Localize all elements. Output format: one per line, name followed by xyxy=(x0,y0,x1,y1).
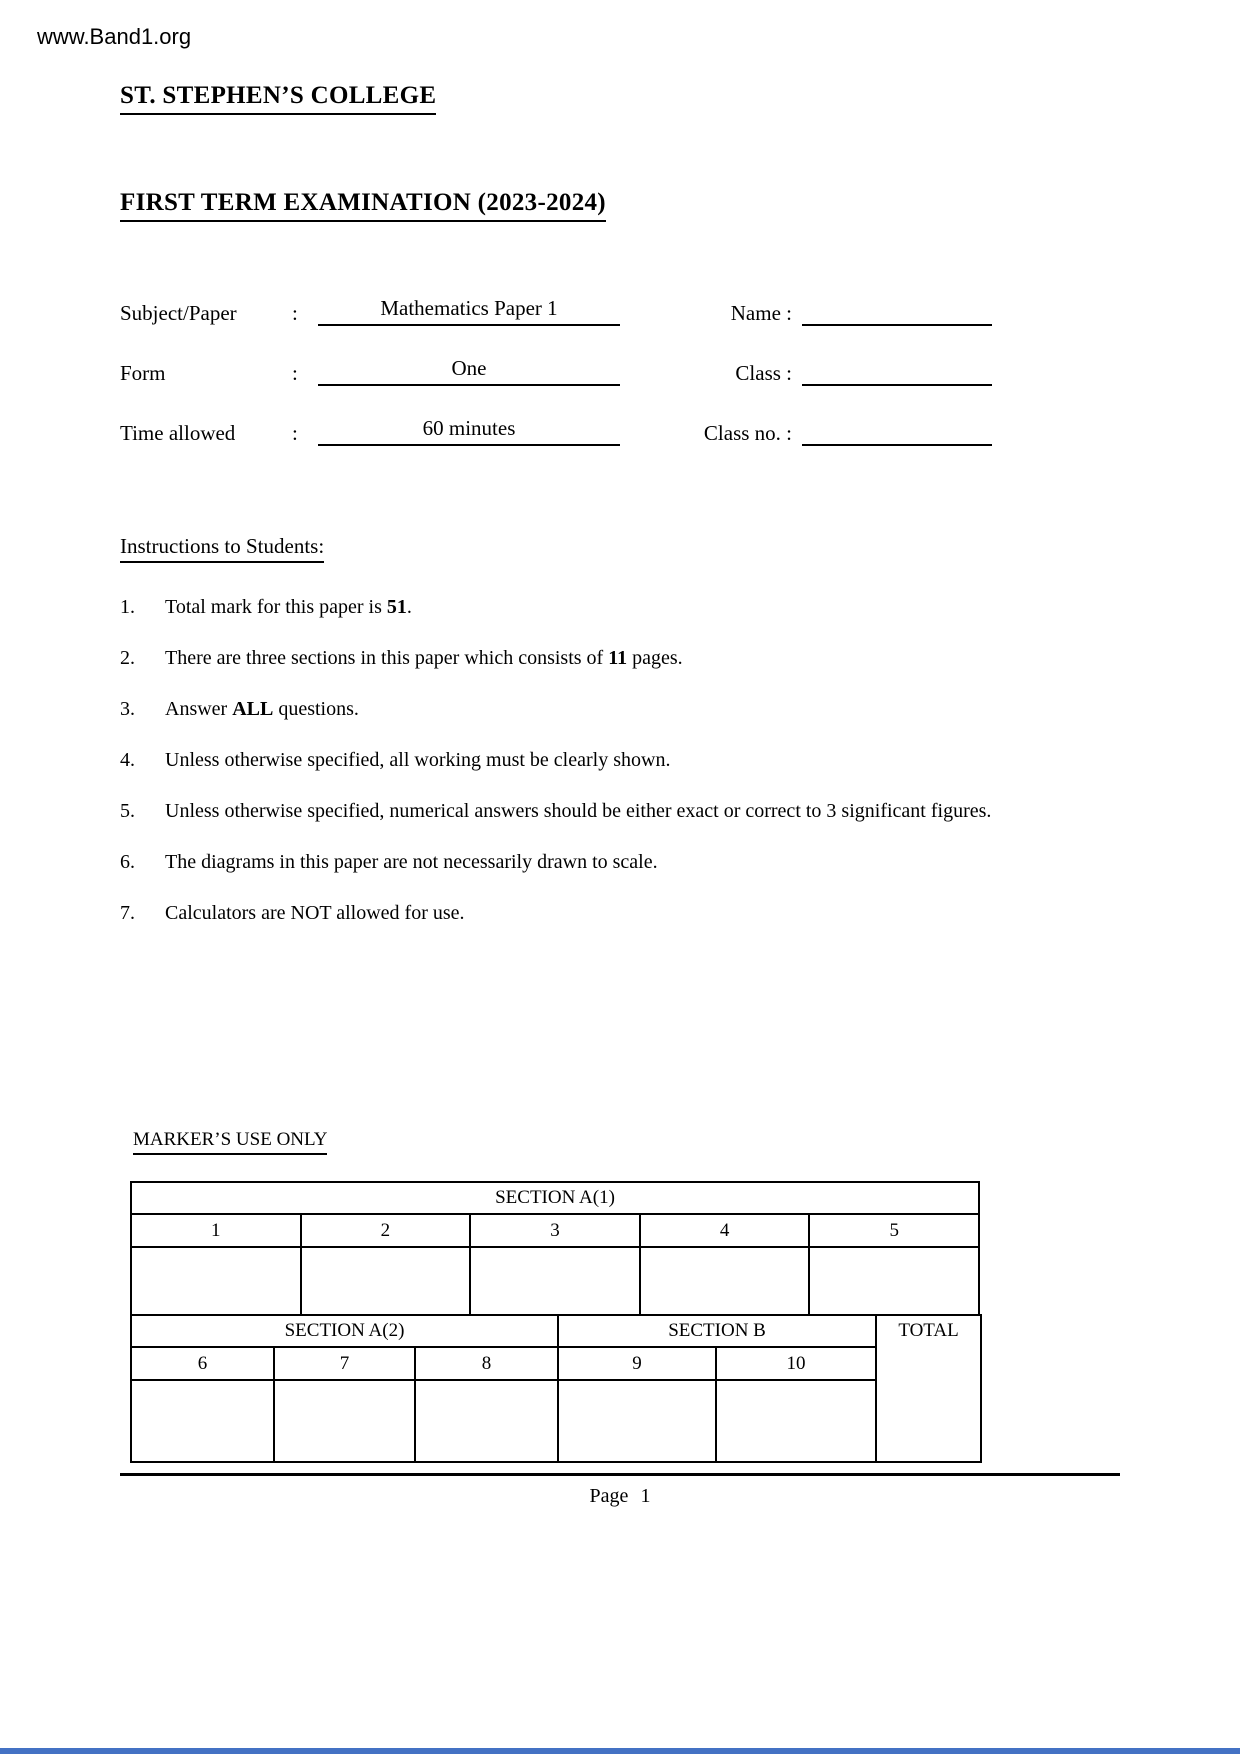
instructions-heading xyxy=(120,534,1120,563)
mark-cell-q7 xyxy=(274,1380,415,1462)
subject-row xyxy=(120,294,992,326)
form-label: Form xyxy=(120,361,166,385)
marker-table xyxy=(130,1181,980,1463)
instruction-number: 2. xyxy=(120,647,135,669)
instruction-item xyxy=(120,644,992,672)
instruction-text: Answer ALL questions. xyxy=(165,698,359,720)
marks-row-a2b xyxy=(131,1380,981,1462)
instruction-number: 4. xyxy=(120,749,135,771)
question-4-header: 4 xyxy=(640,1214,810,1247)
marker-table-bottom xyxy=(130,1314,982,1463)
page-content xyxy=(120,0,1120,1508)
class-label: Class : xyxy=(735,361,792,385)
section-a1-header: SECTION A(1) xyxy=(131,1182,979,1214)
instruction-text: Unless otherwise specified, numerical answers should be either exact or correct to 3 significant figures. xyxy=(165,800,992,822)
subject-value: Mathematics Paper 1 xyxy=(318,296,620,326)
mark-cell-q1 xyxy=(131,1247,301,1315)
instruction-number: 3. xyxy=(120,698,135,720)
name-blank-field xyxy=(802,294,992,326)
question-9-header: 9 xyxy=(558,1347,716,1380)
class-blank-field xyxy=(802,354,992,386)
instructions-heading-text: Instructions to Students: xyxy=(120,534,324,563)
instruction-item xyxy=(120,899,992,927)
form-row xyxy=(120,354,992,386)
instruction-item xyxy=(120,797,992,825)
mark-cell-q5 xyxy=(809,1247,979,1315)
instruction-number: 5. xyxy=(120,800,135,822)
instruction-text: There are three sections in this paper which consists of 11 pages. xyxy=(165,647,683,669)
instructions-list xyxy=(120,593,992,927)
question-6-header: 6 xyxy=(131,1347,274,1380)
mark-cell-q9 xyxy=(558,1380,716,1462)
instruction-item xyxy=(120,593,992,621)
question-10-header: 10 xyxy=(716,1347,876,1380)
mark-cell-q8 xyxy=(415,1380,558,1462)
question-7-header: 7 xyxy=(274,1347,415,1380)
school-heading xyxy=(120,82,1120,115)
section-a1-header-row xyxy=(131,1182,979,1214)
form-colon: : xyxy=(292,361,298,385)
instruction-number: 1. xyxy=(120,596,135,618)
mark-cell-q10 xyxy=(716,1380,876,1462)
exam-title: FIRST TERM EXAMINATION (2023-2024) xyxy=(120,189,606,222)
page-number-label: Page xyxy=(589,1485,629,1507)
question-2-header: 2 xyxy=(301,1214,471,1247)
time-allowed-label: Time allowed xyxy=(120,421,236,445)
marker-table-top xyxy=(130,1181,980,1316)
mark-cell-q4 xyxy=(640,1247,810,1315)
question-3-header: 3 xyxy=(470,1214,640,1247)
question-8-header: 8 xyxy=(415,1347,558,1380)
class-no-blank-field xyxy=(802,414,992,446)
school-name: ST. STEPHEN’S COLLEGE xyxy=(120,82,436,115)
instruction-number: 6. xyxy=(120,851,135,873)
section-headers-row xyxy=(131,1315,981,1347)
subject-colon: : xyxy=(292,301,298,325)
marker-use-heading-text: MARKER’S USE ONLY xyxy=(133,1129,327,1155)
subject-label: Subject/Paper xyxy=(120,301,237,325)
exam-heading xyxy=(120,189,1120,222)
instruction-item xyxy=(120,695,992,723)
instruction-text: Unless otherwise specified, all working must be clearly shown. xyxy=(165,749,671,771)
question-1-header: 1 xyxy=(131,1214,301,1247)
time-allowed-value: 60 minutes xyxy=(318,416,620,446)
instruction-item xyxy=(120,848,992,876)
instruction-number: 7. xyxy=(120,902,135,924)
mark-cell-q6 xyxy=(131,1380,274,1462)
instruction-item xyxy=(120,746,992,774)
page-number-value: 1 xyxy=(640,1485,651,1507)
question-numbers-row-a1 xyxy=(131,1214,979,1247)
footer-rule xyxy=(120,1473,1120,1476)
class-no-label: Class no. : xyxy=(703,421,792,445)
bottom-accent-bar xyxy=(0,1748,1240,1754)
section-b-header: SECTION B xyxy=(558,1315,876,1347)
exam-info-block xyxy=(120,294,992,446)
question-numbers-row-a2b xyxy=(131,1347,981,1380)
total-header: TOTAL xyxy=(876,1315,981,1462)
question-5-header: 5 xyxy=(809,1214,979,1247)
watermark-url: www.Band1.org xyxy=(37,24,192,49)
instruction-text: The diagrams in this paper are not necessarily drawn to scale. xyxy=(165,851,658,873)
instruction-text: Total mark for this paper is 51. xyxy=(165,596,412,618)
marker-use-heading xyxy=(133,1129,1120,1155)
time-row xyxy=(120,414,992,446)
name-label: Name : xyxy=(730,301,792,325)
form-value: One xyxy=(318,356,620,386)
mark-cell-q3 xyxy=(470,1247,640,1315)
section-a2-header: SECTION A(2) xyxy=(131,1315,558,1347)
mark-cell-q2 xyxy=(301,1247,471,1315)
page-number xyxy=(120,1485,1120,1508)
instruction-text: Calculators are NOT allowed for use. xyxy=(165,902,465,924)
time-colon: : xyxy=(292,421,298,445)
marks-row-a1 xyxy=(131,1247,979,1315)
